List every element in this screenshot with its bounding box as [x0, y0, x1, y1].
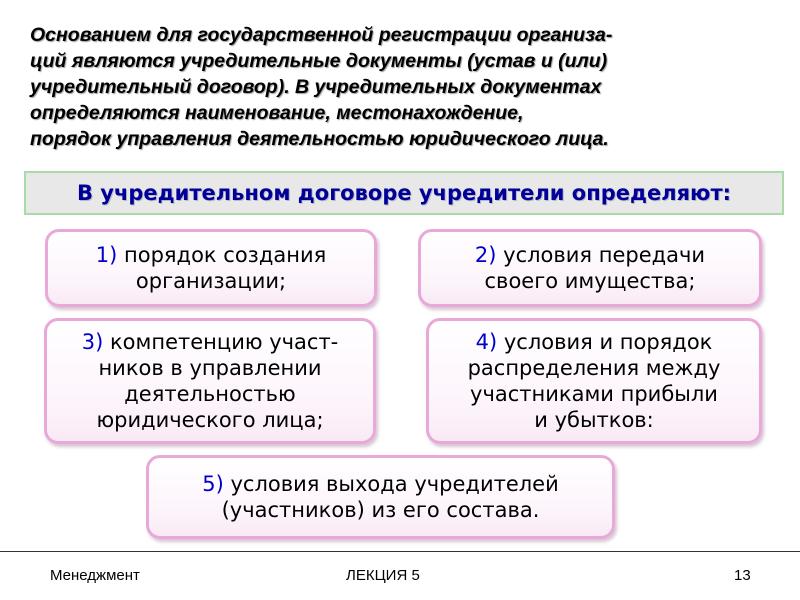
card-item-5	[146, 455, 615, 539]
card-line	[202, 471, 559, 497]
card-item-1	[45, 229, 377, 307]
card-number: 1)	[95, 243, 118, 267]
card-line	[476, 329, 713, 355]
intro-line: учредительный договор). В учредительных документах	[30, 76, 602, 98]
card-line: организации;	[135, 269, 287, 293]
card-item-2	[418, 229, 762, 307]
card-text: порядок создания	[117, 243, 327, 267]
card-text: условия выхода учредителей	[223, 472, 559, 496]
card-line: юридического лица;	[96, 408, 324, 432]
footer-course: Менеджмент	[50, 567, 140, 584]
card-number: 4)	[475, 330, 498, 354]
intro-line: порядок управления деятельностью юридического лица.	[30, 128, 609, 150]
card-text: условия передачи	[496, 243, 706, 267]
card-line: и убытков:	[534, 408, 654, 432]
card-text: условия и порядок	[497, 330, 713, 354]
footer-lecture: ЛЕКЦИЯ 5	[346, 567, 420, 584]
card-text: компетенцию участ-	[103, 330, 339, 354]
card-line: ников в управлении	[98, 356, 322, 380]
page-number: 13	[734, 567, 751, 584]
card-line: своего имущества;	[484, 269, 696, 293]
card-line: участниками прибыли	[470, 382, 718, 406]
card-line: (участников) из его состава.	[221, 498, 540, 522]
intro-line: определяются наименование, местонахождение,	[30, 102, 524, 124]
intro-line: ций являются учредительные документы (устав и (или)	[30, 50, 608, 72]
card-number: 5)	[202, 472, 224, 496]
section-banner: В учредительном договоре учредители определяют:	[24, 171, 784, 215]
card-line: деятельностью	[124, 382, 296, 406]
card-item-4	[426, 318, 762, 444]
card-item-3	[44, 318, 376, 444]
card-number: 3)	[81, 330, 104, 354]
intro-paragraph	[30, 22, 780, 152]
intro-line: Основанием для государственной регистрации организа-	[30, 24, 613, 46]
card-line	[475, 242, 705, 268]
card-line: распределения между	[467, 356, 721, 380]
card-line	[82, 329, 339, 355]
card-number: 2)	[474, 243, 497, 267]
card-line	[96, 242, 326, 268]
footer-divider	[0, 551, 800, 552]
